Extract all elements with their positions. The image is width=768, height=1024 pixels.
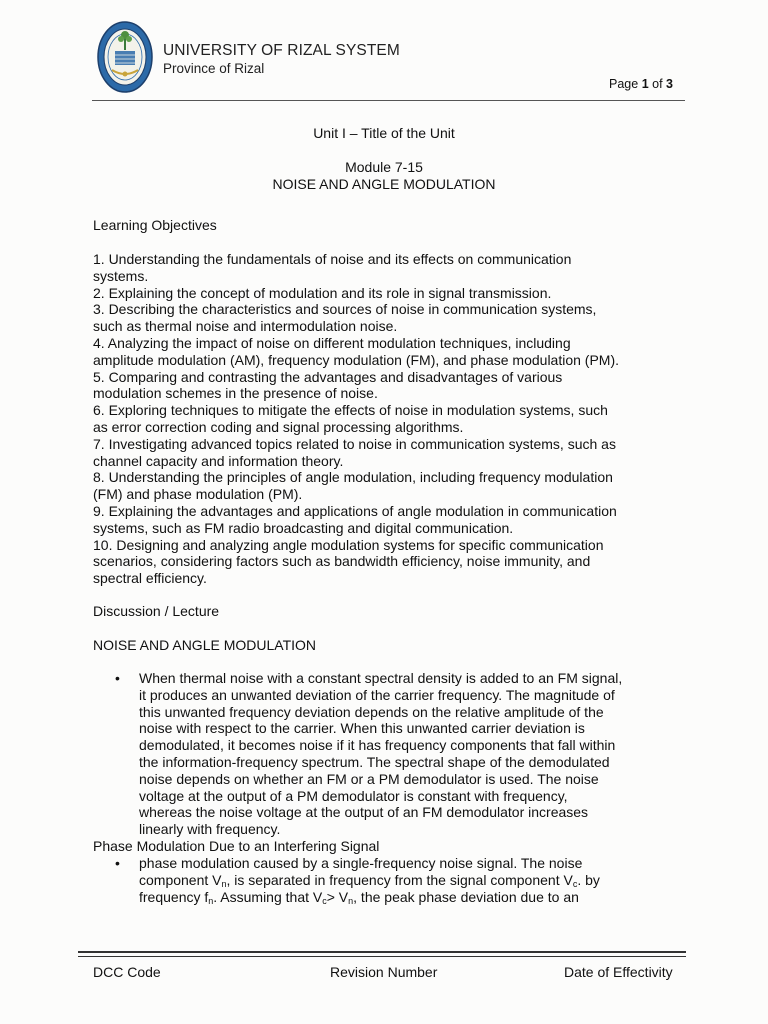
objective-line: systems, such as FM radio broadcasting and digital communication. [93,519,514,536]
text-run: > V [326,888,349,905]
footer-dcc-code: DCC Code [93,964,161,980]
page-label: Page [609,77,639,91]
discussion-heading: Discussion / Lecture [93,603,220,619]
objective-line: spectral efficiency. [93,570,207,587]
unit-title: Unit I – Title of the Unit [313,125,455,141]
objective-line: modulation schemes in the presence of noise. [93,385,378,402]
text-run: , the peak phase deviation due to an [353,888,579,905]
bullet-line: linearly with frequency. [139,821,281,838]
objective-line: amplitude modulation (AM), frequency modulation (FM), and phase modulation (PM). [93,351,620,368]
text-run: . Assuming that V [213,888,323,905]
bullet-line: it produces an unwanted deviation of the carrier frequency. The magnitude of [139,686,615,703]
objective-line: 5. Comparing and contrasting the advantages and disadvantages of various [93,368,563,385]
bullet-icon: • [115,670,120,686]
objectives-list [93,251,693,587]
objective-line: 6. Exploring techniques to mitigate the effects of noise in modulation systems, such [93,402,608,419]
module-topic: NOISE AND ANGLE MODULATION [272,176,496,192]
bullet-line: voltage at the output of a PM demodulator is constant with frequency, [139,787,568,804]
bullet-line: the information-frequency spectrum. The spectral shape of the demodulated [139,753,610,770]
subscript: c [572,878,578,889]
footer-date-of-effectivity: Date of Effectivity [564,964,673,980]
bullet-line: whereas the noise voltage at the output of an FM demodulator increases [139,804,589,821]
objective-line: 4. Analyzing the impact of noise on different modulation techniques, including [93,334,571,351]
subheading-phase-modulation: Phase Modulation Due to an Interfering Signal [93,838,380,854]
objective-line: 2. Explaining the concept of modulation and its role in signal transmission. [93,284,552,301]
objective-line: scenarios, considering factors such as bandwidth efficiency, noise immunity, and [93,553,591,570]
text-run: frequency f [139,888,209,905]
bullet-line [139,872,699,889]
bullet-line: noise depends on whether an FM or a PM demodulator is used. The noise [139,770,599,787]
university-name: UNIVERSITY OF RIZAL SYSTEM [163,42,400,59]
objective-line: channel capacity and information theory. [93,452,344,469]
bullet-line: When thermal noise with a constant spectral density is added to an FM signal, [139,670,623,686]
page-total: 3 [666,77,673,91]
text-run: , is separated in frequency from the signal component V [226,871,573,888]
objective-line: 7. Investigating advanced topics related to noise in communication systems, such as [93,435,616,452]
objective-line: as error correction coding and signal processing algorithms. [93,418,464,435]
bullet-line: this unwanted frequency deviation depends on the relative amplitude of the [139,703,604,720]
bullet-line: phase modulation caused by a single-frequency noise signal. The noise [139,855,583,871]
bullet-text [139,855,699,905]
subscript: n [208,895,214,906]
objectives-heading: Learning Objectives [93,217,217,233]
subscript: c [322,895,327,906]
province-name: Province of Rizal [163,61,265,76]
subscript: n [348,895,354,906]
subscript: n [221,878,227,889]
footer-divider-thick [78,951,686,953]
objective-line: 8. Understanding the principles of angle modulation, including frequency modulation [93,469,613,486]
university-seal-logo [96,20,154,94]
section-title: NOISE AND ANGLE MODULATION [93,637,317,653]
objective-line: 10. Designing and analyzing angle modulation systems for specific communication [93,536,604,553]
page-current: 1 [641,77,649,91]
objective-line: 9. Explaining the advantages and applications of angle modulation in communication [93,502,617,519]
footer-divider-thin [78,956,686,957]
bullet-line [139,889,699,906]
module-number: Module 7-15 [345,159,423,175]
bullet-line: demodulated, it becomes noise if it has frequency components that fall within [139,737,616,754]
objective-line: systems. [93,267,149,284]
objective-line: 1. Understanding the fundamentals of noise and its effects on communication [93,251,572,267]
bullet-text [139,670,699,838]
header-divider [92,100,685,101]
objective-line: such as thermal noise and intermodulation noise. [93,318,398,335]
objective-line: (FM) and phase modulation (PM). [93,486,303,503]
bullet-line: noise with respect to the carrier. When this unwanted carrier deviation is [139,720,585,737]
text-run: . by [577,871,600,888]
footer-revision-number: Revision Number [330,964,438,980]
text-run: component V [139,871,222,888]
page-of: of [652,77,663,91]
objective-line: 3. Describing the characteristics and sources of noise in communication systems, [93,301,597,318]
bullet-icon: • [115,855,120,871]
page-indicator [609,77,673,91]
